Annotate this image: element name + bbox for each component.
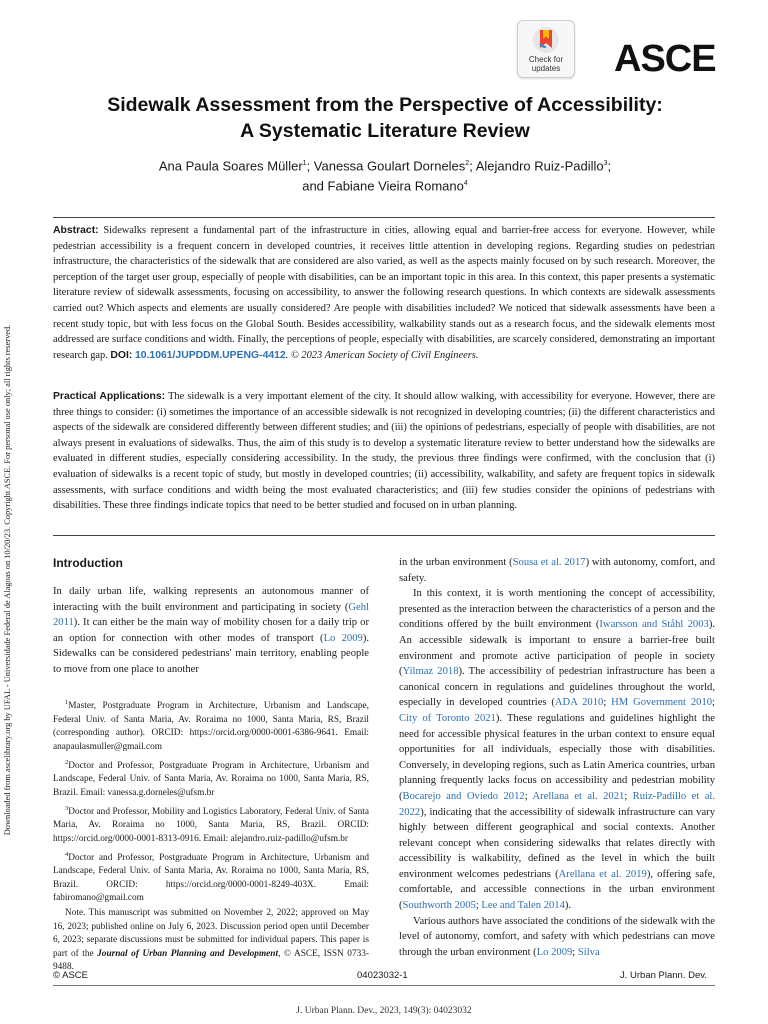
page-title <box>40 92 730 144</box>
author-2-affil: 2 <box>465 160 470 167</box>
author-2: ; Vanessa Goulart Dorneles <box>306 158 466 174</box>
ref-lo-2009-b[interactable]: Lo 2009 <box>536 946 573 958</box>
right-col-paragraph-2 <box>399 586 715 913</box>
author-1: Ana Paula Soares Müller <box>158 158 303 174</box>
doi-label: DOI: <box>110 349 133 361</box>
p2-text-g: ). <box>564 900 572 912</box>
ref-southworth-2005[interactable]: Southworth 2005 <box>402 900 476 912</box>
asce-logo: ASCE <box>614 38 716 80</box>
footnote-4-num: 4 <box>65 850 69 858</box>
introduction-heading: Introduction <box>53 556 123 570</box>
practical-text: The sidewalk is a very important element of the city. It should allow walking, with accessibility for everyone. However, there are three things to consider: (i) sometimes the importance of an accessible sidewalk is not recognized in developing countries; (ii) the different characteristics and aspects of the sidewalk are considered differently between different studies; and (iii) the opinions of pedestrians, especially of people with disabilities, are not always present in evaluations of sidewalks. Thus, the aim of this study is to develop a systematic literature review to better understand how the sidewalks are evaluated in different studies, especially considering accessibility. In the study, the previous three findings were confirmed, with the conclusion that (i) evaluation of sidewalks is a recent topic of study, but mostly in developed countries; (ii) accessibility, walkability, and safety are frequent topics in sidewalk assessments, with surface conditions and width being the most evaluated characteristics; and (iii) few studies consider the opinions of pedestrians with disabilities. These three findings indicate topics that need to be better studied and focused on in urban planning. <box>53 391 715 512</box>
ref-ada-2010[interactable]: ADA 2010 <box>554 697 604 709</box>
p2-text-a: In this context, it is worth mentioning the concept of accessibility, presented as the interaction between the characteristics of a person and the conditions offered by the built environment ( <box>399 588 715 631</box>
ref-lo-2009[interactable]: Lo 2009 <box>323 632 363 644</box>
right-column <box>399 555 715 960</box>
p2-text-d: ). These regulations and guidelines highlight the need for accessible physical features in the urban context to ensure equal opportunities for all individuals, especially those with disabilities. Conversely, in developing regions, such as Latin America countries, urban planning frequently lacks focus on accessibility and pedestrian mobility ( <box>399 712 715 802</box>
ref-hm-government-2010[interactable]: HM Government 2010 <box>611 697 713 709</box>
download-side-note <box>1 190 15 970</box>
p2-sep-5: ; <box>475 900 482 912</box>
right-col-continuation <box>399 555 715 586</box>
c1-text-b: ) with autonomy, comfort, and safety. <box>399 557 716 584</box>
abstract-label: Abstract: <box>53 225 99 236</box>
note-text-b: , © ASCE, ISSN 0733-9488. <box>53 948 369 973</box>
footer-article-number: 04023032-1 <box>357 970 408 981</box>
footnote-1-text: Master, Postgraduate Program in Architecture, Urbanism and Landscape, Federal Univ. of Santa Maria, Av. Roraima no 1000, Santa Maria, RS, Brazil (corresponding author). ORCID: https://orcid.org/0000-0001-6386-9641. Email: anapaulasmuller@gmail.com <box>53 701 369 752</box>
p3-text-a: Various authors have associated the conditions of the sidewalk with the level of autonomy, comfort, and safety with which pedestrians can move through the urban environment ( <box>399 915 715 958</box>
footnotes <box>53 696 369 976</box>
doi-link[interactable]: 10.1061/JUPDDM.UPENG-4412 <box>134 349 286 361</box>
check-for-updates-badge[interactable] <box>517 20 575 78</box>
p2-text-f: ), offering safe, comfortable, and accessible connections in the urban environment ( <box>399 868 715 912</box>
intro-paragraph-1 <box>53 584 369 678</box>
footnote-1 <box>53 696 369 754</box>
ref-city-of-toronto-2021[interactable]: City of Toronto 2021 <box>399 712 496 724</box>
footer-journal: J. Urban Plann. Dev. <box>620 970 707 981</box>
ref-silva[interactable]: Silva <box>577 946 600 958</box>
p2-sep-3: ; <box>524 790 533 802</box>
footnote-4 <box>53 848 369 906</box>
title-line-1: Sidewalk Assessment from the Perspective of Accessibility: <box>107 94 663 116</box>
p2-text-c: ). The accessibility of pedestrian infrastructure has been a canonical concern in regulations and guidelines throughout the world, especially in developed countries ( <box>399 666 715 709</box>
p2-text-b: ). An accessible sidewalk is important to ensure a barrier-free built environment and promote active participation of people in society ( <box>399 619 715 678</box>
footnote-1-num: 1 <box>65 699 69 706</box>
practical-applications <box>53 389 715 514</box>
ref-yilmaz-2018[interactable]: Yilmaz 2018 <box>402 666 459 678</box>
c1-text-a: in the urban environment ( <box>399 557 513 568</box>
intro-text-a: In daily urban life, walking represents an autonomous manner of interacting with the built environment and participating in society ( <box>53 586 369 613</box>
side-note-text: Downloaded from ascelibrary.org by UFAL - Universidade Federal de Alagoas on 10/20/23. Copyright ASCE. For personal use only; all rights reserved. <box>3 324 12 836</box>
copyright-text: . © 2023 American Society of Civil Engineers. <box>285 349 479 361</box>
footer-divider <box>53 985 715 986</box>
p2-sep-2: ; <box>712 697 715 709</box>
author-1-affil: 1 <box>302 160 307 167</box>
footnote-3 <box>53 802 369 847</box>
ref-bocarejo-2012[interactable]: Bocarejo and Oviedo 2012 <box>402 790 525 802</box>
footnote-2 <box>53 756 369 801</box>
badge-line-1: Check for <box>528 55 564 64</box>
right-col-paragraph-3 <box>399 914 715 961</box>
author-list <box>60 155 710 196</box>
ref-gehl-2011[interactable]: Gehl 2011 <box>53 601 369 629</box>
divider-top <box>53 217 715 218</box>
note-text-a: Note. This manuscript was submitted on November 2, 2022; approved on May 16, 2023; published online on July 6, 2023. Discussion period open until December 6, 2023; separate discussions must be submitted for individual papers. This paper is part of the <box>53 908 369 959</box>
footnote-3-text: Doctor and Professor, Mobility and Logistics Laboratory, Federal Univ. of Santa Maria, Av. Roraima no 1000, Santa Maria, RS, Brazil. ORCID: https://orcid.org/0000-0001-8313-0916. Email: alejandro.ruiz-padillo@ufsm.br <box>53 806 369 844</box>
title-line-2: A Systematic Literature Review <box>240 120 530 142</box>
p3-sep: ; <box>572 946 578 958</box>
author-4: and Fabiane Vieira Romano <box>302 178 464 194</box>
footnote-4-text: Doctor and Professor, Postgraduate Program in Architecture, Urbanism and Landscape, Federal Univ. of Santa Maria, Av. Roraima no 1000, Santa Maria, RS, Brazil. ORCID: https://orcid.org/0000-0001-8249-403X. Email: fabiromano@gmail.com <box>53 852 369 904</box>
badge-line-2: updates <box>531 64 561 73</box>
abstract <box>53 223 715 363</box>
author-3-end: ; <box>607 158 612 174</box>
footnote-2-text: Doctor and Professor, Postgraduate Program in Architecture, Urbanism and Landscape, Federal Univ. of Santa Maria, Av. Roraima no 1000, Santa Maria, RS, Brazil. Email: vanessa.g.dorneles@ufsm.br <box>53 760 369 798</box>
ref-sousa-2017[interactable]: Sousa et al. 2017 <box>512 557 586 568</box>
divider-bottom <box>53 535 715 536</box>
footnote-2-num: 2 <box>65 758 69 766</box>
ref-lee-talen-2014[interactable]: Lee and Talen 2014 <box>481 900 565 912</box>
ref-arellana-2019[interactable]: Arellana et al. 2019 <box>558 868 647 880</box>
ref-iwarsson-2003[interactable]: Iwarsson and Ståhl 2003 <box>599 619 709 631</box>
p2-sep-1: ; <box>603 697 612 709</box>
author-3-affil: 3 <box>603 160 608 167</box>
intro-text-c: ). Sidewalks can be considered pedestrians' main territory, enabling people to move from one place to another <box>53 632 369 675</box>
page-citation: J. Urban Plann. Dev., 2023, 149(3): 04023032 <box>296 1006 472 1016</box>
author-3: ; Alejandro Ruiz-Padillo <box>469 158 604 174</box>
manuscript-note <box>53 907 369 975</box>
footer-copyright: © ASCE <box>53 970 88 981</box>
abstract-text: Sidewalks represent a fundamental part of the infrastructure in cities, allowing equal and barrier-free access for everyone. However, while pedestrian accessibility is a frequent concern in developed countries, it receives little attention in developing regions. Regarding studies on pedestrian infrastructure, the characteristics of the sidewalk that are considered are also varied, as well as the aspects mainly focused on by such research. Moreover, the perception of the target user group, especially of people with disabilities, can be an important topic in this area. In this context, this paper presents a systematic literature review of sidewalk assessments, focusing on accessibility, to answer the following research questions. In which contexts are sidewalk assessments carried out? Which aspects and elements are usually considered? Are people with disabilities included? We noticed that sidewalk assessments have been a recent study topic, but with less focus on the Global South. Besides accessibility, walkability stands out as a research focus, and the sidewalk elements most addressed are surface conditions and width. Finally, the perceptions of people, especially with disabilities, are scarcely considered, demonstrating an important research gap. <box>53 225 715 361</box>
p2-text-e: ), indicating that the accessibility of sidewalk infrastructure can vary highly between different geographical and social contexts. Another relevant concept when considering sidewalks that relates directly with accessibility is walkability, defined as the level in which the built environment welcomes pedestrians ( <box>399 806 715 880</box>
p2-sep-4: ; <box>624 790 633 802</box>
practical-label: Practical Applications: <box>53 391 166 402</box>
footnote-3-num: 3 <box>65 804 69 812</box>
ref-ruiz-padillo-2022[interactable]: Ruiz-Padillo et al. 2022 <box>399 790 715 818</box>
intro-text-b: ). It can either be the main way of mobility chosen for a daily trip or an option for connection with other modes of transport ( <box>53 617 369 644</box>
bookmark-icon <box>531 25 561 55</box>
journal-name: Journal of Urban Planning and Development <box>97 948 279 959</box>
ref-arellana-2021[interactable]: Arellana et al. 2021 <box>532 790 625 802</box>
author-4-affil: 4 <box>463 180 468 188</box>
